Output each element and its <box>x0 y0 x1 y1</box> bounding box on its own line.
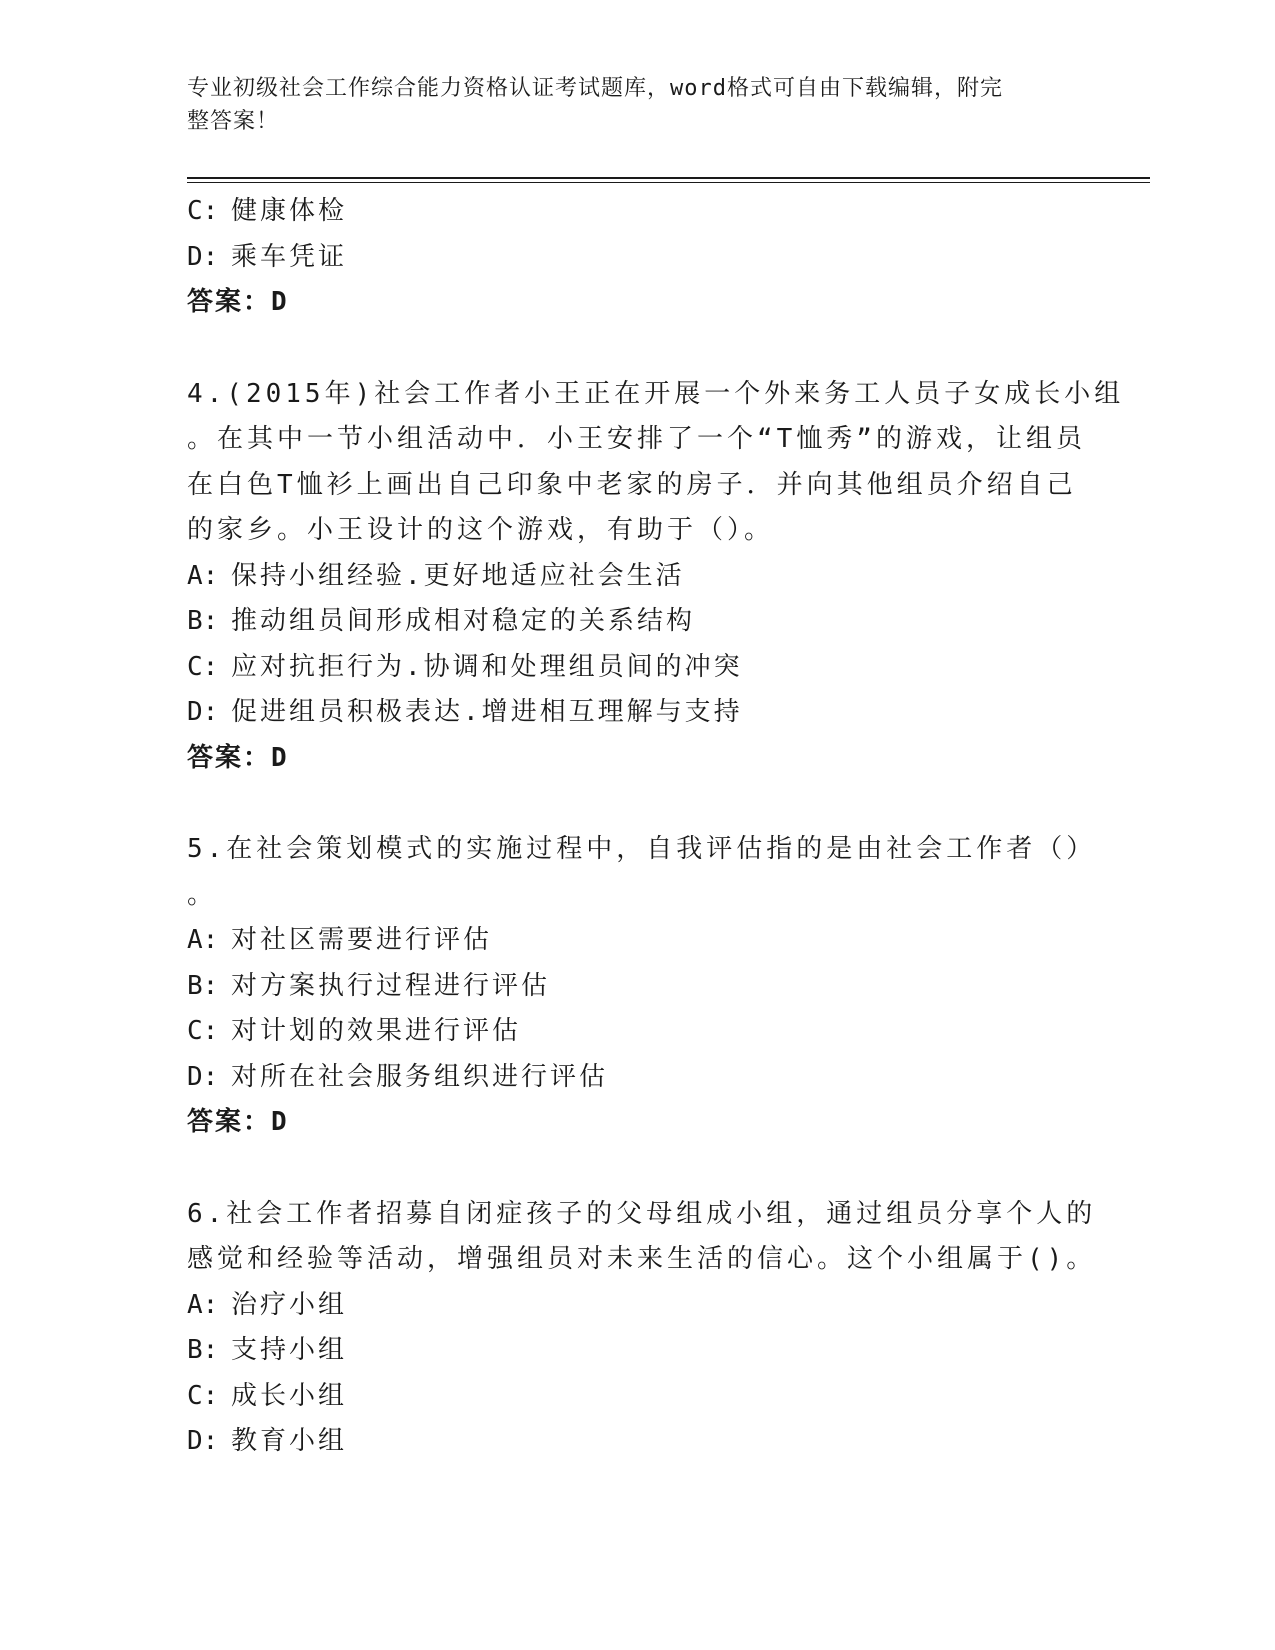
option-text: 成长小组 <box>231 1380 348 1411</box>
option-key: D: <box>187 1426 219 1456</box>
option-key: B: <box>187 1335 219 1365</box>
option-text: 保持小组经验.更好地适应社会生活 <box>231 560 685 591</box>
question-5-line-2: 。 <box>187 879 218 910</box>
header-line-2: 整答案！ <box>187 109 280 134</box>
option-text: 对所在社会服务组织进行评估 <box>231 1061 609 1092</box>
answer-line: 答案：D <box>187 1107 289 1137</box>
option-b <box>187 1328 1087 1374</box>
option-c <box>187 189 1087 235</box>
option-c <box>187 645 1087 691</box>
question-4-line-3: 在白色T恤衫上画出自己印象中老家的房子．并向其他组员介绍自己 <box>187 469 1077 500</box>
header-rule-thin <box>187 182 1150 183</box>
option-text: 健康体检 <box>231 196 348 226</box>
option-text: 教育小组 <box>231 1426 348 1456</box>
option-key: A: <box>187 925 219 955</box>
option-a <box>187 554 1087 600</box>
question-5-line-1: 5.在社会策划模式的实施过程中，自我评估指的是由社会工作者（） <box>187 834 1097 864</box>
option-key: C: <box>187 1016 219 1046</box>
question-4-line-1: 4.(2015年)社会工作者小王正在开展一个外来务工人员子女成长小组 <box>187 378 1125 409</box>
header-rule-thick <box>187 177 1150 179</box>
option-d <box>187 690 1087 736</box>
option-text: 治疗小组 <box>231 1289 348 1320</box>
document-header <box>187 72 1067 138</box>
question-4-line-2: 。在其中一节小组活动中．小王安排了一个“T恤秀”的游戏，让组员 <box>187 424 1086 454</box>
option-text: 促进组员积极表达.增进相互理解与支持 <box>231 697 743 727</box>
option-key: B: <box>187 970 219 1001</box>
option-c <box>187 1374 1087 1420</box>
option-d <box>187 1055 1087 1101</box>
option-key: B: <box>187 606 219 636</box>
answer-line: 答案：D <box>187 287 289 317</box>
option-text: 应对抗拒行为.协调和处理组员间的冲突 <box>231 651 743 682</box>
option-b <box>187 964 1087 1010</box>
option-text: 支持小组 <box>231 1335 348 1365</box>
question-6-line-1: 6.社会工作者招募自闭症孩子的父母组成小组，通过组员分享个人的 <box>187 1198 1097 1229</box>
spacer <box>187 326 1087 372</box>
option-key: A: <box>187 560 219 591</box>
option-text: 对社区需要进行评估 <box>231 925 493 955</box>
option-text: 乘车凭证 <box>231 241 348 272</box>
option-d <box>187 1419 1087 1465</box>
option-a <box>187 1283 1087 1329</box>
option-key: D: <box>187 241 219 272</box>
option-b <box>187 599 1087 645</box>
question-6-line-2: 感觉和经验等活动，增强组员对未来生活的信心。这个小组属于()。 <box>187 1244 1097 1274</box>
question-4-line-4: 的家乡。小王设计的这个游戏，有助于（）。 <box>187 515 775 545</box>
option-text: 对计划的效果进行评估 <box>231 1016 522 1046</box>
spacer <box>187 781 1087 827</box>
option-text: 推动组员间形成相对稳定的关系结构 <box>231 606 696 636</box>
answer-line: 答案：D <box>187 742 289 773</box>
option-c <box>187 1009 1087 1055</box>
option-text: 对方案执行过程进行评估 <box>231 970 551 1001</box>
option-key: C: <box>187 651 219 682</box>
option-key: C: <box>187 1380 219 1411</box>
option-key: D: <box>187 1061 219 1092</box>
header-line-1: 专业初级社会工作综合能力资格认证考试题库，word格式可自由下载编辑，附完 <box>187 76 1003 101</box>
option-a <box>187 918 1087 964</box>
question-content <box>187 189 1125 1465</box>
option-key: C: <box>187 196 219 226</box>
option-key: D: <box>187 697 219 727</box>
spacer <box>187 1146 1087 1192</box>
option-d <box>187 235 1087 281</box>
option-key: A: <box>187 1289 219 1320</box>
